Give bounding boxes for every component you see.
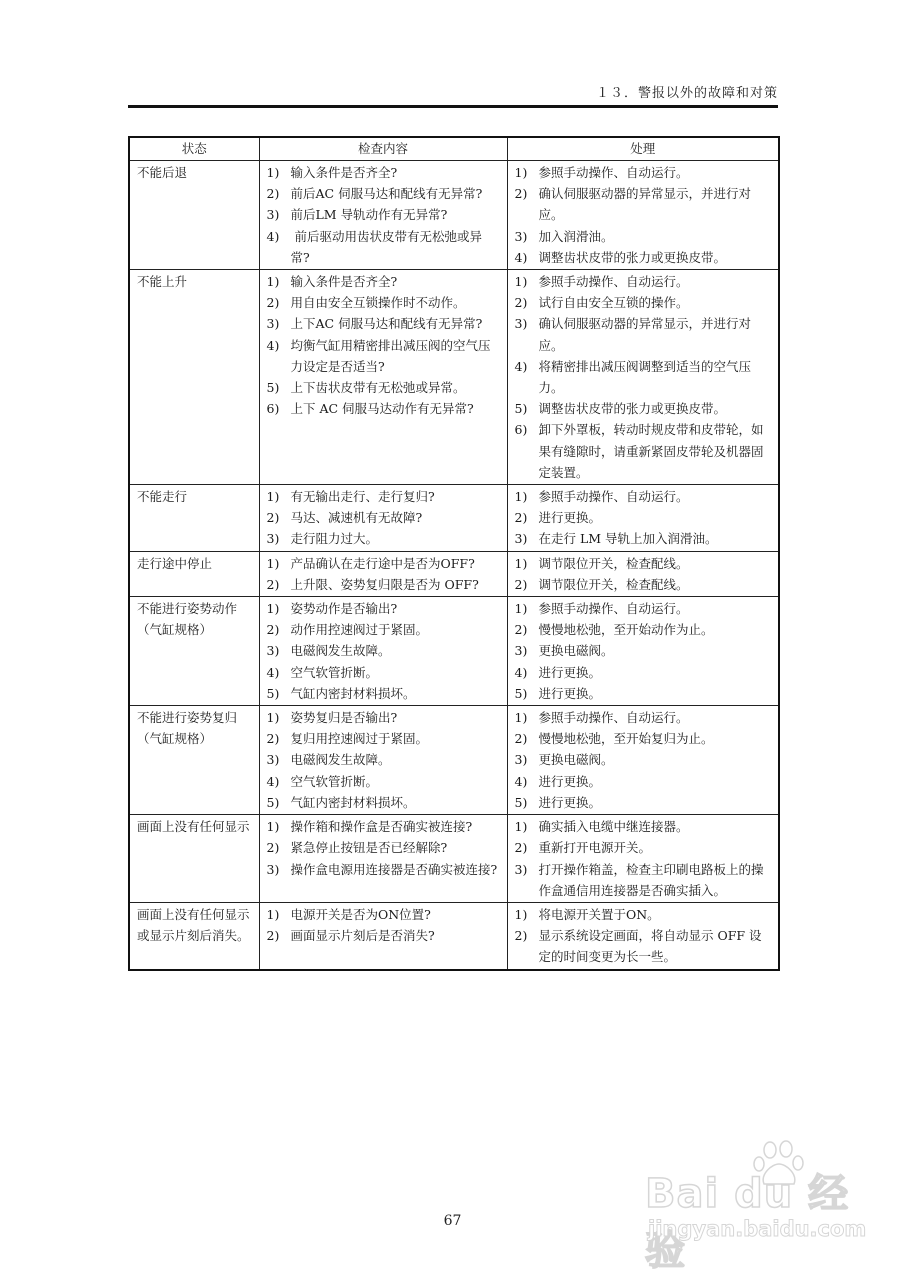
item-text: 有无输出走行、走行复归? bbox=[290, 489, 435, 505]
item-number: 2) bbox=[266, 576, 280, 592]
item-text: 参照手动操作、自动运行。 bbox=[538, 165, 689, 180]
item-text: 打开操作箱盖，检查主印刷电路板上的操作盒通信用连接器是否确实插入。 bbox=[538, 861, 764, 898]
item-number: 3) bbox=[266, 316, 280, 332]
table-row bbox=[129, 706, 779, 815]
action-cell bbox=[507, 485, 779, 552]
item-number: 2) bbox=[514, 731, 528, 747]
item-number: 2) bbox=[266, 928, 280, 944]
state-cell: 画面上没有任何显示 bbox=[129, 815, 259, 903]
check-item bbox=[267, 662, 501, 683]
check-item bbox=[267, 707, 501, 728]
item-number: 4) bbox=[266, 664, 280, 680]
action-item bbox=[515, 904, 773, 925]
column-header-checks: 检查内容 bbox=[259, 137, 507, 161]
item-text: 加入润滑油。 bbox=[538, 228, 614, 244]
state-cell: 不能后退 bbox=[129, 161, 259, 270]
check-item bbox=[267, 528, 501, 549]
item-number: 2) bbox=[266, 622, 280, 638]
action-item bbox=[515, 619, 773, 640]
item-text: 空气软管折断。 bbox=[290, 664, 379, 680]
item-number: 2) bbox=[514, 295, 528, 311]
check-item bbox=[267, 816, 501, 837]
check-item bbox=[267, 486, 501, 507]
item-text: 显示系统设定画面，将自动显示 OFF 设定的时间变更为长一些。 bbox=[538, 928, 762, 965]
item-number: 2) bbox=[514, 622, 528, 638]
action-item bbox=[515, 226, 773, 247]
watermark-url: jingyan.baidu.com bbox=[648, 1217, 867, 1241]
action-item bbox=[515, 728, 773, 749]
item-text: 电源开关是否为ON位置? bbox=[290, 906, 431, 922]
item-text: 参照手动操作、自动运行。 bbox=[538, 274, 689, 290]
column-header-actions: 处理 bbox=[507, 137, 779, 161]
page-number: 67 bbox=[443, 1213, 462, 1229]
state-cell: 不能上升 bbox=[129, 270, 259, 485]
action-item bbox=[515, 356, 773, 398]
item-text: 将电源开关置于ON。 bbox=[538, 906, 660, 922]
state-cell: 不能进行姿势动作（气缸规格） bbox=[129, 597, 259, 706]
state-cell: 画面上没有任何显示或显示片刻后消失。 bbox=[129, 902, 259, 969]
action-item bbox=[515, 816, 773, 837]
check-item bbox=[267, 683, 501, 704]
check-cell bbox=[259, 706, 507, 815]
item-number: 5) bbox=[266, 685, 280, 701]
column-header-state: 状态 bbox=[129, 137, 259, 161]
check-item bbox=[267, 904, 501, 925]
check-item bbox=[267, 598, 501, 619]
item-number: 1) bbox=[266, 165, 280, 180]
check-item bbox=[267, 183, 501, 204]
action-item bbox=[515, 507, 773, 528]
action-item bbox=[515, 162, 773, 183]
item-number: 2) bbox=[514, 510, 528, 526]
item-text: 确实插入电缆中继连接器。 bbox=[538, 819, 689, 835]
item-number: 2) bbox=[266, 840, 280, 856]
action-cell bbox=[507, 161, 779, 270]
item-text: 更换电磁阀。 bbox=[538, 643, 614, 659]
baidu-watermark bbox=[640, 1140, 867, 1274]
item-number: 4) bbox=[266, 228, 280, 244]
action-item bbox=[515, 662, 773, 683]
item-text: 调节限位开关，检查配线。 bbox=[538, 576, 689, 592]
item-number: 1) bbox=[266, 489, 280, 505]
item-text: 参照手动操作、自动运行。 bbox=[538, 601, 689, 617]
item-text: 操作箱和操作盒是否确实被连接? bbox=[290, 819, 473, 835]
table-row bbox=[129, 161, 779, 270]
action-item bbox=[515, 859, 773, 901]
action-item bbox=[515, 792, 773, 813]
item-number: 2) bbox=[266, 731, 280, 747]
item-number: 4) bbox=[266, 773, 280, 789]
item-text: 画面显示片刻后是否消失? bbox=[290, 928, 435, 944]
item-text: 气缸内密封材料损坏。 bbox=[290, 794, 416, 810]
table-row bbox=[129, 815, 779, 903]
check-cell bbox=[259, 815, 507, 903]
item-number: 6) bbox=[266, 401, 280, 417]
item-text: 动作用控速阀过于紧固。 bbox=[290, 622, 429, 638]
item-number: 1) bbox=[514, 489, 528, 505]
item-number: 1) bbox=[266, 906, 280, 922]
action-cell bbox=[507, 597, 779, 706]
item-number: 3) bbox=[514, 228, 528, 244]
check-cell bbox=[259, 551, 507, 596]
action-item bbox=[515, 486, 773, 507]
check-cell bbox=[259, 902, 507, 969]
item-text: 慢慢地松弛，至开始动作为止。 bbox=[538, 622, 714, 638]
item-text: 输入条件是否齐全? bbox=[290, 165, 398, 180]
check-item bbox=[267, 226, 501, 268]
item-number: 1) bbox=[514, 601, 528, 617]
item-number: 2) bbox=[514, 928, 528, 944]
check-item bbox=[267, 574, 501, 595]
state-cell: 不能进行姿势复归（气缸规格） bbox=[129, 706, 259, 815]
item-number: 1) bbox=[266, 819, 280, 835]
check-item bbox=[267, 859, 501, 880]
check-item bbox=[267, 204, 501, 225]
item-number: 3) bbox=[266, 643, 280, 659]
item-number: 4) bbox=[266, 337, 280, 353]
item-number: 6) bbox=[514, 422, 528, 438]
item-text: 空气软管折断。 bbox=[290, 773, 379, 789]
item-text: 确认伺服驱动器的异常显示，并进行对应。 bbox=[538, 186, 752, 223]
action-item bbox=[515, 183, 773, 225]
action-cell bbox=[507, 706, 779, 815]
item-text: 前后驱动用齿状皮带有无松弛或异常? bbox=[290, 228, 482, 265]
item-number: 3) bbox=[514, 643, 528, 659]
item-text: 进行更换。 bbox=[538, 685, 602, 701]
item-text: 试行自由安全互锁的操作。 bbox=[538, 295, 689, 311]
item-number: 1) bbox=[266, 274, 280, 290]
action-cell bbox=[507, 270, 779, 485]
item-text: 调节限位开关，检查配线。 bbox=[538, 555, 689, 571]
item-number: 2) bbox=[514, 186, 528, 202]
item-text: 慢慢地松弛，至开始复归为止。 bbox=[538, 731, 714, 747]
check-item bbox=[267, 640, 501, 661]
check-cell bbox=[259, 485, 507, 552]
action-cell bbox=[507, 815, 779, 903]
item-text: 操作盒电源用连接器是否确实被连接? bbox=[290, 861, 498, 877]
state-cell: 走行途中停止 bbox=[129, 551, 259, 596]
item-text: 重新打开电源开关。 bbox=[538, 840, 652, 856]
item-text: 上下齿状皮带有无松弛或异常。 bbox=[290, 380, 466, 396]
item-text: 进行更换。 bbox=[538, 773, 602, 789]
check-item bbox=[267, 271, 501, 292]
action-item bbox=[515, 707, 773, 728]
check-item bbox=[267, 837, 501, 858]
item-text: 将精密排出减压阀调整到适当的空气压力。 bbox=[538, 358, 752, 396]
item-text: 参照手动操作、自动运行。 bbox=[538, 489, 689, 505]
item-number: 1) bbox=[514, 906, 528, 922]
check-item bbox=[267, 313, 501, 334]
item-number: 3) bbox=[266, 531, 280, 547]
item-text: 进行更换。 bbox=[538, 794, 602, 810]
item-number: 1) bbox=[266, 601, 280, 617]
check-cell bbox=[259, 161, 507, 270]
item-text: 确认伺服驱动器的异常显示，并进行对应。 bbox=[538, 316, 752, 353]
item-number: 2) bbox=[266, 295, 280, 311]
action-item bbox=[515, 553, 773, 574]
item-number: 5) bbox=[514, 794, 528, 810]
action-item bbox=[515, 837, 773, 858]
table-row bbox=[129, 485, 779, 552]
item-text: 上升限、姿势复归限是否为 OFF? bbox=[290, 576, 479, 592]
header-rule bbox=[128, 105, 778, 108]
item-number: 4) bbox=[514, 773, 528, 789]
check-item bbox=[267, 619, 501, 640]
check-cell bbox=[259, 270, 507, 485]
item-number: 2) bbox=[514, 576, 528, 592]
item-text: 走行阻力过大。 bbox=[290, 531, 379, 547]
item-text: 电磁阀发生故障。 bbox=[290, 752, 391, 768]
item-number: 1) bbox=[514, 710, 528, 726]
section-title: １３．警报以外的故障和对策 bbox=[595, 86, 778, 101]
check-cell bbox=[259, 597, 507, 706]
item-number: 1) bbox=[514, 819, 528, 835]
action-item bbox=[515, 683, 773, 704]
item-text: 复归用控速阀过于紧固。 bbox=[290, 731, 429, 747]
item-number: 5) bbox=[266, 380, 280, 396]
check-item bbox=[267, 507, 501, 528]
action-item bbox=[515, 598, 773, 619]
check-item bbox=[267, 335, 501, 377]
table-row bbox=[129, 902, 779, 969]
check-item bbox=[267, 162, 501, 183]
state-cell: 不能走行 bbox=[129, 485, 259, 552]
action-item bbox=[515, 398, 773, 419]
item-text: 气缸内密封材料损坏。 bbox=[290, 685, 416, 701]
item-text: 调整齿状皮带的张力或更换皮带。 bbox=[538, 401, 727, 417]
item-number: 5) bbox=[514, 401, 528, 417]
item-text: 调整齿状皮带的张力或更换皮带。 bbox=[538, 249, 727, 265]
item-text: 进行更换。 bbox=[538, 510, 602, 526]
item-text: 上下AC 伺服马达和配线有无异常? bbox=[290, 316, 483, 332]
action-item bbox=[515, 313, 773, 355]
check-item bbox=[267, 728, 501, 749]
item-number: 3) bbox=[514, 752, 528, 768]
item-number: 1) bbox=[266, 710, 280, 726]
watermark-brand: Bai du 经验 bbox=[645, 1171, 850, 1274]
table-row bbox=[129, 270, 779, 485]
action-item bbox=[515, 271, 773, 292]
action-item bbox=[515, 574, 773, 595]
item-number: 5) bbox=[514, 685, 528, 701]
item-text: 在走行 LM 导轨上加入润滑油。 bbox=[538, 531, 718, 547]
action-cell bbox=[507, 902, 779, 969]
item-number: 4) bbox=[514, 358, 528, 374]
item-text: 卸下外罩板，转动时规皮带和皮带轮，如果有缝隙时，请重新紧固皮带轮及机器固定装置。 bbox=[538, 422, 764, 480]
item-number: 5) bbox=[266, 794, 280, 810]
item-text: 产品确认在走行途中是否为OFF? bbox=[290, 555, 475, 571]
item-text: 前后LM 导轨动作有无异常? bbox=[290, 207, 448, 223]
item-text: 更换电磁阀。 bbox=[538, 752, 614, 768]
action-item bbox=[515, 925, 773, 967]
item-number: 1) bbox=[514, 555, 528, 571]
check-item bbox=[267, 398, 501, 419]
item-text: 均衡气缸用精密排出减压阀的空气压力设定是否适当? bbox=[290, 337, 491, 374]
item-text: 参照手动操作、自动运行。 bbox=[538, 710, 689, 726]
item-number: 3) bbox=[266, 861, 280, 877]
item-number: 1) bbox=[266, 555, 280, 571]
item-number: 3) bbox=[514, 316, 528, 332]
action-item bbox=[515, 749, 773, 770]
action-item bbox=[515, 640, 773, 661]
action-item bbox=[515, 528, 773, 549]
item-number: 4) bbox=[514, 664, 528, 680]
item-text: 紧急停止按钮是否已经解除? bbox=[290, 840, 448, 856]
troubleshooting-table bbox=[128, 136, 780, 971]
check-item bbox=[267, 749, 501, 770]
action-item bbox=[515, 771, 773, 792]
item-number: 3) bbox=[514, 861, 528, 877]
table-header-row bbox=[129, 137, 779, 161]
item-text: 姿势动作是否输出? bbox=[290, 601, 398, 617]
action-cell bbox=[507, 551, 779, 596]
item-number: 4) bbox=[514, 249, 528, 265]
item-text: 姿势复归是否输出? bbox=[290, 710, 398, 726]
item-text: 马达、减速机有无故障? bbox=[290, 510, 423, 526]
item-number: 2) bbox=[266, 510, 280, 526]
table-row bbox=[129, 597, 779, 706]
action-item bbox=[515, 419, 773, 483]
action-item bbox=[515, 247, 773, 268]
check-item bbox=[267, 553, 501, 574]
check-item bbox=[267, 292, 501, 313]
item-number: 3) bbox=[266, 752, 280, 768]
item-number: 3) bbox=[266, 207, 280, 223]
item-number: 3) bbox=[514, 531, 528, 547]
check-item bbox=[267, 925, 501, 946]
item-number: 2) bbox=[266, 186, 280, 202]
table-row bbox=[129, 551, 779, 596]
item-text: 输入条件是否齐全? bbox=[290, 274, 398, 290]
check-item bbox=[267, 377, 501, 398]
action-item bbox=[515, 292, 773, 313]
item-text: 用自由安全互锁操作时不动作。 bbox=[290, 295, 466, 311]
item-text: 进行更换。 bbox=[538, 664, 602, 680]
item-text: 前后AC 伺服马达和配线有无异常? bbox=[290, 186, 483, 202]
check-item bbox=[267, 771, 501, 792]
item-number: 1) bbox=[514, 274, 528, 290]
item-number: 1) bbox=[514, 165, 528, 180]
item-text: 上下 AC 伺服马达动作有无异常? bbox=[290, 401, 474, 417]
item-number: 2) bbox=[514, 840, 528, 856]
table-body bbox=[129, 161, 779, 970]
item-text: 电磁阀发生故障。 bbox=[290, 643, 391, 659]
check-item bbox=[267, 792, 501, 813]
